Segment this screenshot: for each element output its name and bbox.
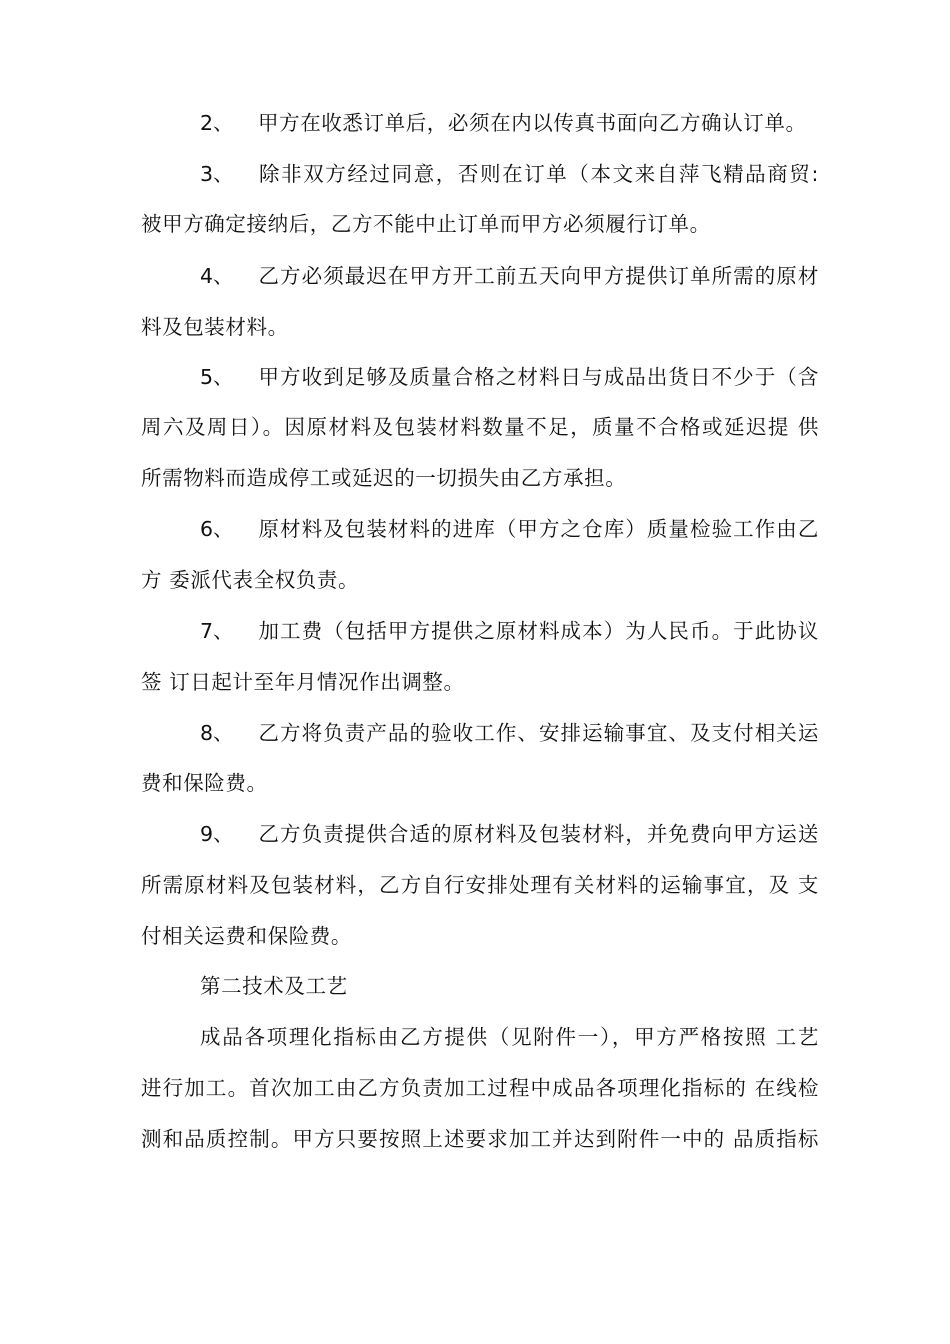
clause-6-line-2: 方 委派代表全权负责。 bbox=[141, 568, 360, 592]
clause-4-line-1 bbox=[200, 259, 819, 293]
section-paragraph-line-2: 进行加工。首次加工由乙方负责加工过程中成品各项理化指标的 在线检 bbox=[141, 1076, 819, 1100]
clause-5-line-2: 周六及周日）。因原材料及包装材料数量不足，质量不合格或延迟提 供 bbox=[141, 415, 819, 439]
clause-7-line-1 bbox=[200, 614, 819, 648]
clause-6-line-1 bbox=[200, 512, 819, 546]
section-paragraph-line-3: 测和品质控制。甲方只要按照上述要求加工并达到附件一中的 品质指标 bbox=[141, 1127, 819, 1151]
clause-7-text: 加工费（包括甲方提供之原材料成本）为人民币。于此协议 bbox=[258, 619, 819, 643]
clause-2-text: 甲方在收悉订单后，必须在内以传真书面向乙方确认订单。 bbox=[258, 111, 807, 135]
clause-7-line-2: 签 订日起计至年月情况作出调整。 bbox=[141, 670, 465, 694]
clause-9-line-3: 付相关运费和保险费。 bbox=[141, 924, 352, 948]
section-heading: 第二技术及工艺 bbox=[200, 974, 348, 998]
clause-3-line-2: 被甲方确定接纳后，乙方不能中止订单而甲方必须履行订单。 bbox=[141, 212, 711, 236]
clause-3-number: 3、 bbox=[200, 162, 234, 186]
clause-9-text: 乙方负责提供合适的原材料及包装材料，并免费向甲方运送 bbox=[258, 822, 819, 846]
clause-5-text: 甲方收到足够及质量合格之材料日与成品出货日不少于（含 bbox=[258, 365, 819, 389]
clause-8-number: 8、 bbox=[200, 721, 234, 745]
clause-2-number: 2、 bbox=[200, 111, 234, 135]
section-paragraph-line-1: 成品各项理化指标由乙方提供（见附件一），甲方严格按照 工艺 bbox=[200, 1025, 819, 1049]
clause-4-text: 乙方必须最迟在甲方开工前五天向甲方提供订单所需的原材 bbox=[258, 264, 819, 288]
clause-9-line-2: 所需原材料及包装材料，乙方自行安排处理有关材料的运输事宜，及 支 bbox=[141, 873, 819, 897]
clause-4-number: 4、 bbox=[200, 264, 234, 288]
clause-8-line-1 bbox=[200, 716, 819, 750]
clause-5-line-3: 所需物料而造成停工或延迟的一切损失由乙方承担。 bbox=[141, 466, 627, 490]
clause-9-number: 9、 bbox=[200, 822, 234, 846]
clause-2-line-1 bbox=[200, 106, 819, 140]
clause-3-text: 除非双方经过同意，否则在订单（本文来自萍飞精品商贸: bbox=[258, 162, 819, 186]
clause-3-line-1 bbox=[200, 157, 819, 191]
clause-8-text: 乙方将负责产品的验收工作、安排运输事宜、及支付相关运 bbox=[258, 721, 819, 745]
clause-7-number: 7、 bbox=[200, 619, 234, 643]
clause-6-number: 6、 bbox=[200, 517, 234, 541]
clause-8-line-2: 费和保险费。 bbox=[141, 771, 268, 795]
clause-6-text: 原材料及包装材料的进库（甲方之仓库）质量检验工作由乙 bbox=[258, 517, 819, 541]
clause-9-line-1 bbox=[200, 817, 819, 851]
clause-5-number: 5、 bbox=[200, 365, 234, 389]
clause-4-line-2: 料及包装材料。 bbox=[141, 315, 289, 339]
clause-5-line-1 bbox=[200, 360, 819, 394]
